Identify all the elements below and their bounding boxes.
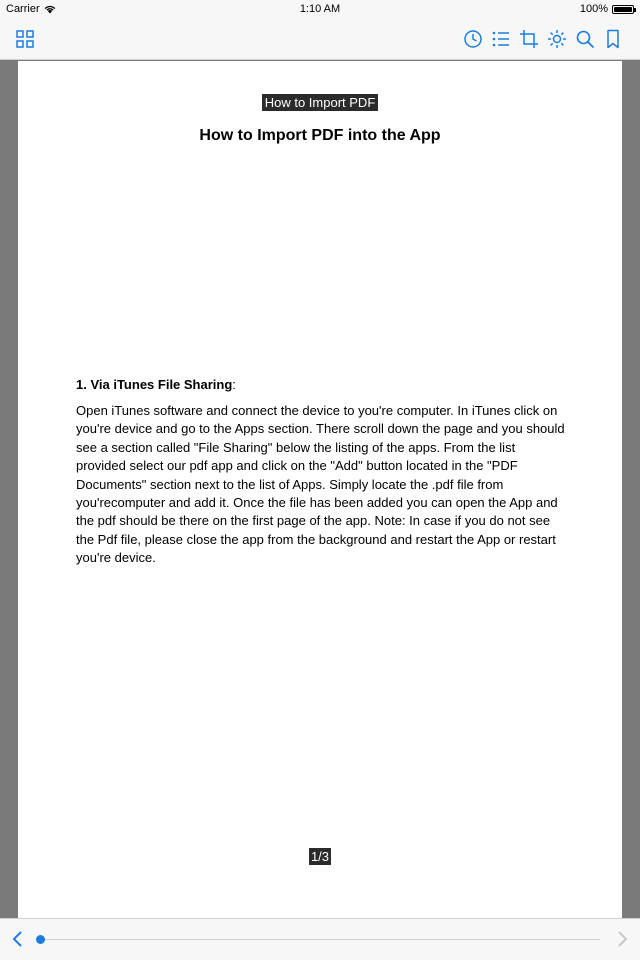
crop-icon [519,29,539,49]
brightness-button[interactable] [546,28,568,50]
search-icon [575,29,595,49]
battery-group [580,3,634,15]
document-title-chip [18,94,622,112]
history-button[interactable] [462,28,484,50]
grid-icon [15,29,35,49]
section-heading [76,377,236,392]
grid-button[interactable] [14,28,36,50]
battery-icon [612,5,634,14]
clock: 1:10 AM [299,3,341,15]
page-indicator-text: 1/3 [310,849,330,864]
top-toolbar [0,20,640,60]
next-page-button[interactable] [614,930,630,948]
chevron-right-icon [614,930,630,948]
bookmark-icon [603,29,623,49]
previous-page-button[interactable] [10,930,26,948]
battery-percent: 100% [579,3,608,15]
search-button[interactable] [574,28,596,50]
document-title-text: How to Import PDF [262,94,379,111]
bottom-toolbar [0,918,640,960]
page-slider-thumb[interactable] [36,935,45,944]
section-heading-colon: : [232,377,236,392]
brightness-icon [547,29,567,49]
document-heading: How to Import PDF into the App [199,127,441,144]
list-icon [491,29,511,49]
section-heading-text: 1. Via iTunes File Sharing [76,377,233,392]
list-button[interactable] [490,28,512,50]
history-icon [463,29,483,49]
crop-button[interactable] [518,28,540,50]
carrier-label: Carrier [6,3,40,15]
pdf-page[interactable] [18,61,622,918]
section-body: Open iTunes software and connect the device to you're computer. In iTunes click on you're device and go to the Apps section. There scroll down the page and you should see a section called "File Sharing" below the listing of the apps. From the list provided select our pdf app and click on the "Add" button located in the "PDF Documents" section next to the list of Apps. Simply locate the .pdf file from you'recomputer and add it. Once the file has been added you can open the App and the pdf should be there on the first page of the app. Note: In case if you do not see the Pdf file, please close the app from the background and restart the App or restart you're device. [76,403,565,566]
page-slider-track[interactable] [40,939,600,940]
chevron-left-icon [10,930,26,948]
bookmark-button[interactable] [602,28,624,50]
status-bar [0,0,640,20]
page-indicator [18,848,622,866]
